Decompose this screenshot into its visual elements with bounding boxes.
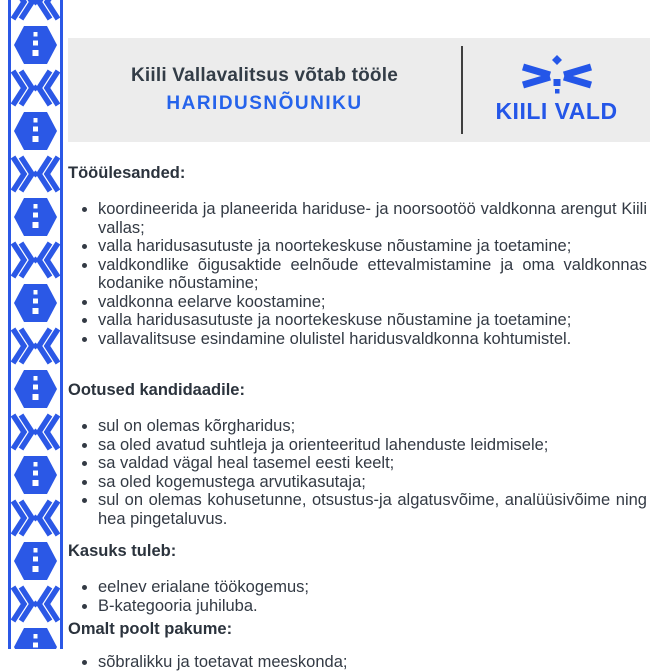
job-title: HARIDUSNÕUNIKU <box>166 93 363 114</box>
list-item: • vallavalitsuse esindamine olulistel haridusvaldkonna kohtumistel. <box>98 330 647 349</box>
list-item: • valdkonna eelarve koostamine; <box>98 293 647 312</box>
header <box>68 38 650 142</box>
section-heading: Tööülesanded: <box>68 164 186 182</box>
bullet-list <box>68 653 647 672</box>
page-title <box>68 38 461 142</box>
folk-pattern-icon <box>8 0 63 649</box>
list-item: • eelnev erialane töökogemus; <box>98 578 647 597</box>
bullet-list <box>68 578 647 615</box>
list-item: • valla haridusasutuste ja noortekeskuse nõustamine ja toetamine; <box>98 311 647 330</box>
logo <box>463 38 650 142</box>
job-section <box>68 380 647 528</box>
employer-title: Kiili Vallavalitsus võtab tööle <box>130 65 398 86</box>
section-heading: Kasuks tuleb: <box>68 542 177 560</box>
job-section <box>68 163 647 348</box>
logo-text: KIILI VALD <box>495 98 618 124</box>
section-heading: Omalt poolt pakume: <box>68 620 233 638</box>
dragonfly-icon <box>519 55 595 95</box>
job-section <box>68 541 647 615</box>
list-item: • sa valdad vägal heal tasemel eesti keelt; <box>98 454 647 473</box>
job-section <box>68 619 647 672</box>
section-heading: Ootused kandidaadile: <box>68 381 245 399</box>
bullet-list <box>68 417 647 528</box>
list-item: • valdkondlike õigusaktide eelnõude ettevalmistamine ja oma valdkonnas kodanike nõustamine; <box>98 256 647 293</box>
list-item: • valla haridusasutuste ja noortekeskuse nõustamine ja toetamine; <box>98 237 647 256</box>
list-item: • B-kategooria juhiluba. <box>98 597 647 616</box>
bullet-list <box>68 200 647 348</box>
list-item: • sul on olemas kohusetunne, otsustus-ja algatusvõime, analüüsivõime ning hea pingetaluvus. <box>98 491 647 528</box>
decorative-border <box>8 0 63 649</box>
list-item: • sõbralikku ja toetavat meeskonda; <box>98 653 647 672</box>
list-item: • sul on olemas kõrgharidus; <box>98 417 647 436</box>
list-item: • koordineerida ja planeerida hariduse- ja noorsootöö valdkonna arengut Kiili vallas; <box>98 200 647 237</box>
list-item: • sa oled kogemustega arvutikasutaja; <box>98 473 647 492</box>
list-item: • sa oled avatud suhtleja ja orienteeritud lahenduste leidmisele; <box>98 436 647 455</box>
job-body <box>68 163 647 671</box>
